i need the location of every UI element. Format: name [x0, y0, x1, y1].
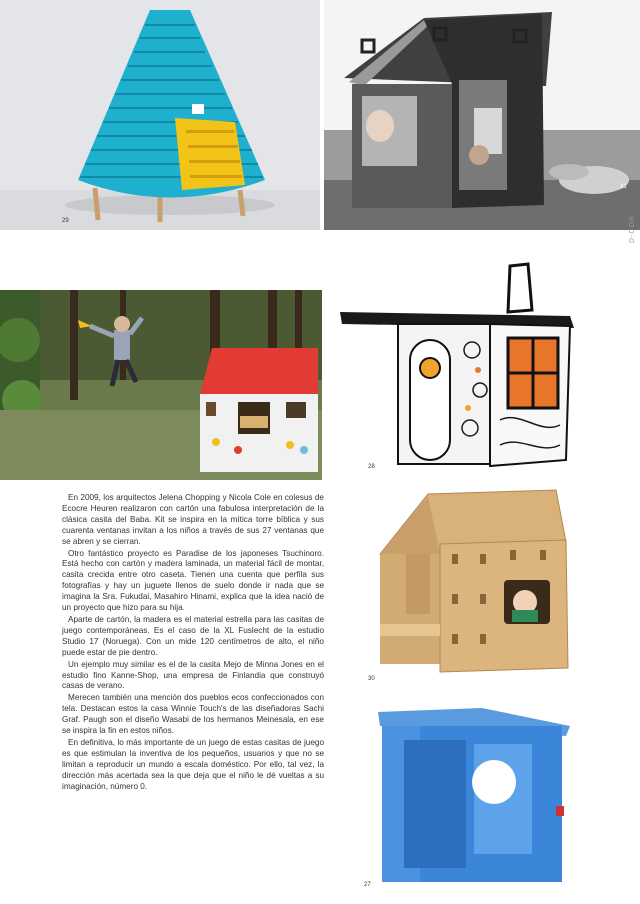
article-paragraph: En 2009, los arquitectos Jelena Chopping y Nicola Cole en colesus de Ecocre Heuren realizaron con cartón una fabulosa interpretación de la clásica casita del Baba. Kit se inspira en la mítica torre bíblica y sus cuarenta ventanas invitan a los niños a través de sus 27 ventanas que se abren y se cierran. — [62, 493, 324, 546]
cardboard-house-illustration — [340, 484, 580, 688]
caption-doodle-house: 28 — [368, 464, 375, 470]
doodle-house-illustration — [340, 260, 580, 480]
caption-blue-house: 27 — [364, 882, 371, 888]
blue-house-photo — [364, 706, 570, 890]
article-paragraph: Merecen también una mención dos pueblos ecos confeccionados con tela. Destacan estos la casa Winnie Touch's de las diseñadoras Sachi Graf. Paugh son el diseño Wasabi de los hermanos Meinesala, en ese se inspira la fin en estos niños. — [62, 693, 324, 736]
blue-house-illustration — [370, 706, 570, 890]
caption-gray-house: 31 — [620, 184, 627, 190]
caption-cardboard-house: 30 — [368, 676, 375, 682]
article-paragraph: En definitiva, lo más importante de un juego de estas casitas de juego es que estimulan la inventiva de los pequeños, usuarios y que no se limitan a reproducir un mundo a escala doméstico. Por ello, tal vez, la dirección más acertada sea la que deja que el niño le dé vueltas a su imaginación, número 0. — [62, 737, 324, 791]
gray-house-photo — [324, 0, 640, 230]
gray-house-illustration — [324, 0, 640, 230]
teepee-playhouse-photo — [0, 0, 320, 230]
article-body — [62, 493, 324, 793]
forest-house-illustration — [0, 290, 322, 480]
article-paragraph: Otro fantástico proyecto es Paradise de los japoneses Tsuchinoro. Está hecho con cartón y madera laminada, un material fácil de montar, casita crecida entre otro caseta. Tienen una cuenta que perfila sus fotografías y hay un juguete llenos de suelo donde ir nada que se imagina la Sra. Fukudai, Masahiro Hinami, explica que la idea nació de un proyecto que hizo para su hija. — [62, 548, 324, 613]
teepee-illustration — [0, 0, 320, 230]
article-paragraph: Un ejemplo muy similar es el de la casita Mejo de Minna Jones en el estudio fino Kanne-Shop, una empresa de Finlandia que construyó casas de verano. — [62, 659, 324, 691]
article-paragraph: Aparte de cartón, la madera es el material estrella para las casitas de juego contemporáneas. Es el caso de la XL Fuslecht de la estudio Studio 17 (Noruega). Con un mide 120 centímetros de alto, el niño puede estar de pie dentro. — [62, 614, 324, 657]
caption-teepee: 29 — [62, 218, 69, 224]
forest-house-photo — [0, 290, 322, 480]
cardboard-house-photo — [340, 484, 580, 688]
doodle-house-photo — [340, 260, 580, 480]
side-label: D-COR — [629, 215, 636, 243]
